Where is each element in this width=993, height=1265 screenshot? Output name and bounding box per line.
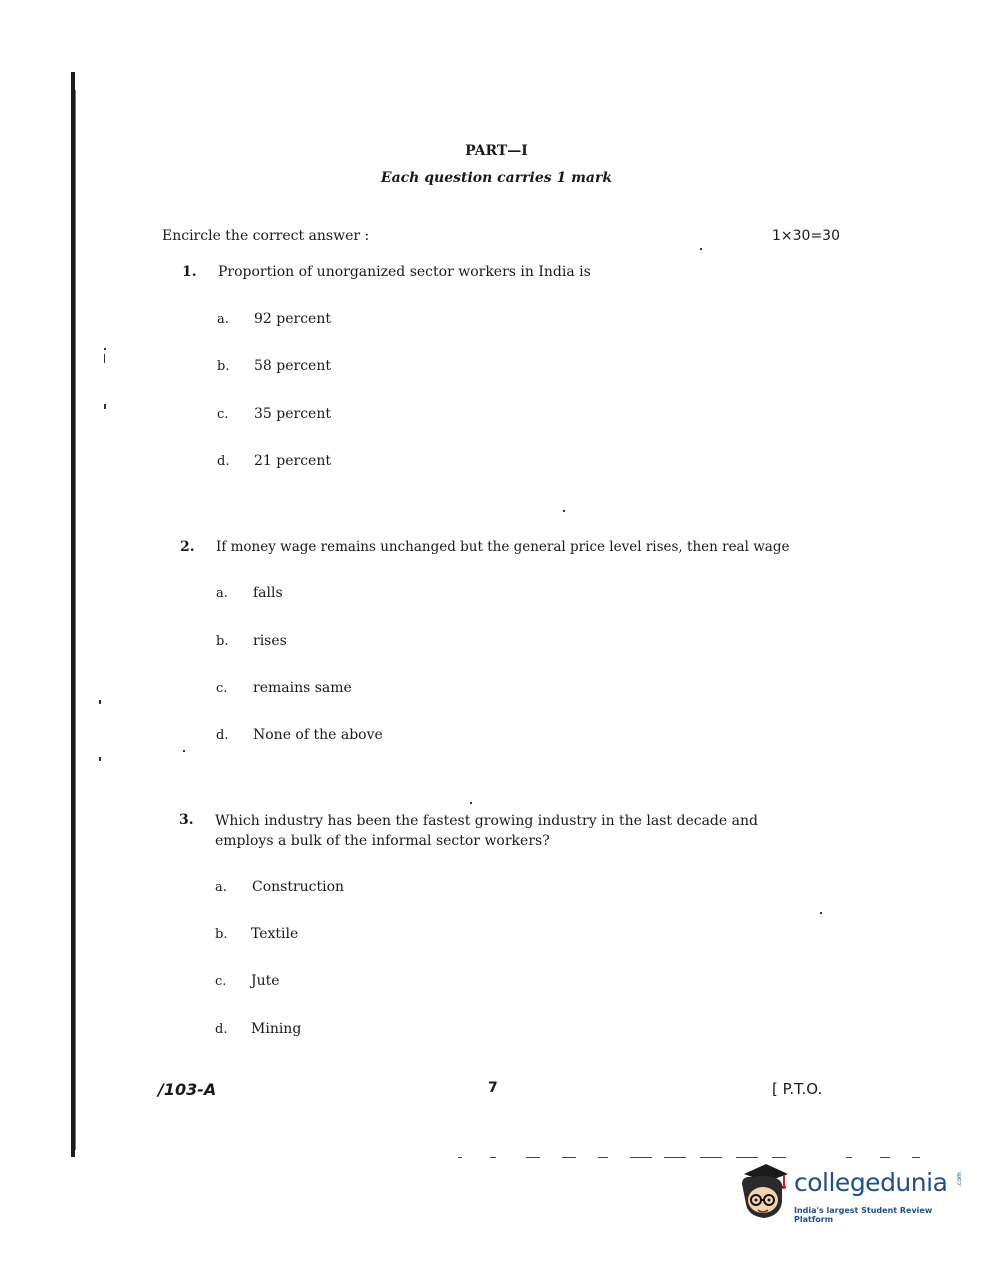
question-number: 2. <box>180 539 195 555</box>
question-number: 3. <box>179 812 194 828</box>
logo-brand-name: collegedunia <box>794 1168 948 1197</box>
scan-speck <box>700 248 702 250</box>
question-text-line-2: employs a bulk of the informal sector workers? <box>215 833 550 849</box>
option-text[interactable]: remains same <box>253 680 352 696</box>
option-label: b. <box>216 634 229 649</box>
option-text[interactable]: Jute <box>251 973 280 989</box>
option-label: a. <box>216 586 228 601</box>
question-text-line-1: Which industry has been the fastest growing industry in the last decade and <box>215 813 758 829</box>
instruction-text: Encircle the correct answer : <box>162 228 370 244</box>
pto-label: [ P.T.O. <box>772 1080 823 1098</box>
option-label: b. <box>215 927 228 942</box>
question-text: If money wage remains unchanged but the general price level rises, then real wage <box>216 539 790 555</box>
option-text[interactable]: 35 percent <box>254 406 331 422</box>
scan-speck <box>470 802 472 804</box>
marks-allocation: 1×30=30 <box>772 228 840 244</box>
scan-speck <box>99 757 101 761</box>
paper-code: /103-A <box>158 1080 217 1099</box>
option-text[interactable]: 21 percent <box>254 453 331 469</box>
scan-speck <box>104 348 106 350</box>
scan-speck <box>104 354 105 363</box>
mascot-icon <box>736 1160 792 1222</box>
option-label: d. <box>215 1022 228 1037</box>
scan-speck <box>104 404 106 409</box>
scan-speck <box>183 750 185 752</box>
part-subtitle: Each question carries 1 mark <box>380 170 613 186</box>
option-text[interactable]: None of the above <box>253 727 383 743</box>
page-number: 7 <box>488 1080 498 1096</box>
option-text[interactable]: Textile <box>251 926 299 942</box>
option-label: a. <box>217 312 229 327</box>
question-number: 1. <box>182 264 197 280</box>
option-label: c. <box>215 974 227 989</box>
scan-speck <box>820 912 822 914</box>
option-label: d. <box>217 454 230 469</box>
collegedunia-logo[interactable] <box>736 1160 966 1222</box>
part-title: PART—I <box>465 143 528 159</box>
option-label: c. <box>216 681 228 696</box>
option-text[interactable]: falls <box>253 585 283 601</box>
page-binding-shadow <box>75 90 76 1150</box>
question-text: Proportion of unorganized sector workers in India is <box>218 264 591 280</box>
option-label: b. <box>217 359 230 374</box>
scan-speck <box>563 510 565 512</box>
option-text[interactable]: Construction <box>252 879 345 895</box>
logo-tagline: India's largest Student Review Platform <box>794 1206 933 1224</box>
scan-speck <box>99 700 101 704</box>
option-label: d. <box>216 728 229 743</box>
option-text[interactable]: rises <box>253 633 287 649</box>
option-text[interactable]: 58 percent <box>254 358 331 374</box>
option-text[interactable]: Mining <box>251 1021 302 1037</box>
option-label: a. <box>215 880 227 895</box>
option-label: c. <box>217 407 229 422</box>
logo-domain: .com <box>955 1172 963 1187</box>
option-text[interactable]: 92 percent <box>254 311 331 327</box>
